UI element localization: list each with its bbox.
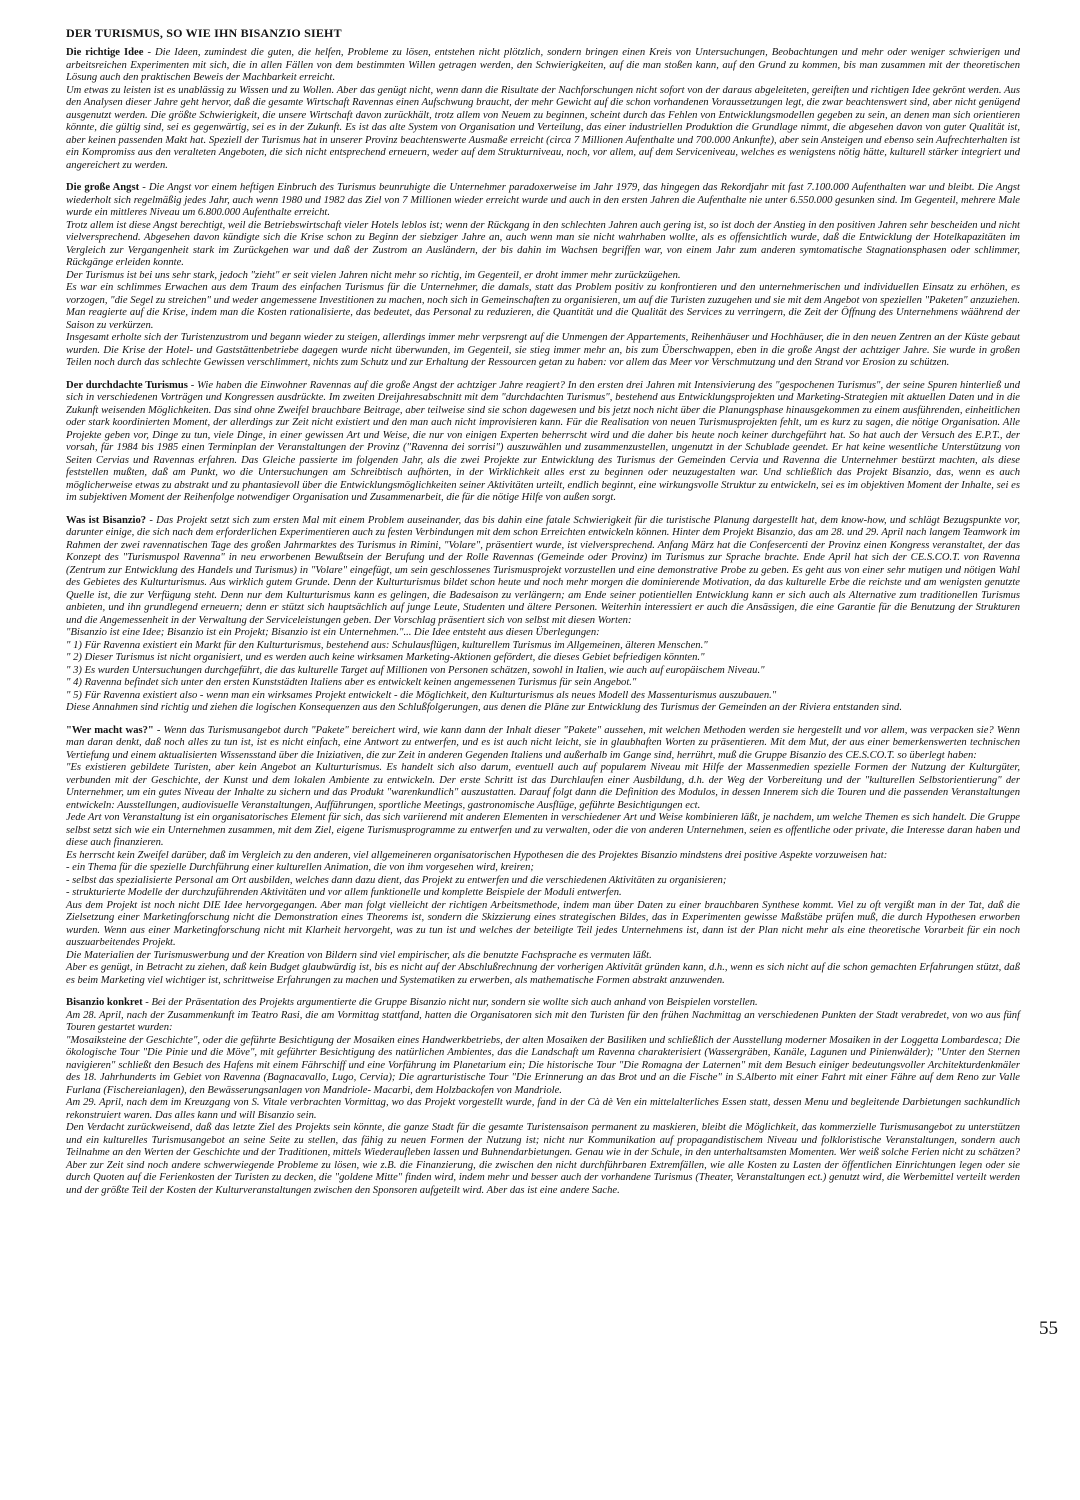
section-paragraph: "Bisanzio ist eine Idee; Bisanzio ist ein Projekt; Bisanzio ist ein Unternehmen."... Die Idee entsteht aus diesen Überlegungen:	[66, 627, 600, 638]
section-paragraph	[66, 380, 1020, 505]
section-paragraph	[66, 515, 1020, 628]
page-number: 55	[1039, 1318, 1058, 1339]
section-wer-macht-was	[66, 725, 1020, 988]
bullet-point: - ein Thema für die spezielle Durchführung einer kulturellen Animation, die von ihm vorgesehen wird, kreiren;	[66, 862, 534, 873]
article-title: DER TURISMUS, SO WIE IHN BISANZIO SIEHT	[66, 26, 342, 40]
numbered-point: " 2) Dieser Turismus ist nicht organisiert, und es werden auch keine wirksamen Marketing-Aktionen gefördert, die dieses Gebiet befriedigen könnten."	[66, 652, 705, 663]
section-paragraph: Trotz allem ist diese Angst berechtigt, weil die Betriebswirtschaft vieler Hotels leblos ist; wenn der Rückgang in den schlechten Jahren auch gering ist, so ist doch der Anstieg in den positiven Jahren sehr bescheiden und nicht vielversprechend. Abgesehen davon kündigte sich die Krise schon zu Beginn der siebziger Jahre an, auch wenn man sie nicht wahrhaben wollte, als es offensichtlich wurde, daß die Entwicklung der Hotelkapazitäten im Vergleich zur Vergangenheit stark im Zurückgehen war und daß der Zustrom an Ausländern, der bis dahin im Wachsen begriffen war, von einem Jahr zum anderen symtomatische Stagnationsphasen oder schlimmer, Rückgänge erleiden konnte.	[66, 219, 1020, 268]
section-paragraph: Es war ein schlimmes Erwachen aus dem Traum des einfachen Turismus für die Unternehmer, die damals, statt das Problem positiv zu konfrontieren und den unternehmerischen und individuellen Einsatz zu erhöhen, es vorzogen, "die Segel zu streichen" und weder angemessene Investitionen zu machen, noch sich in Gemeinschaften zu organisieren, um auf die Turisten zuzugehen und sie mit dem Angebot von speziellen "Paketen" anzuziehen. Man reagierte auf die Krise, indem man die Kosten rationalisierte, das bedeutet, das Personal zu reduzieren, die Quantität und die Qualität des Services zu verringern, die Zeit der Öffnung des Unternehmens wäährend der Saison zu verkürzen.	[66, 282, 1020, 331]
paragraph-text: - Die Ideen, zumindest die guten, die helfen, Probleme zu lösen, entstehen nicht plötzlich, sondern bringen einen Kreis von Untersuchungen, Beobachtungen und mehr oder weniger schwierigen und arbeitsreichen Experimenten mit sich, die in allen Fällen von dem bestimmten Willen getragen werden, den Schwierigkeiten, auf die man stoßen kann, auf den Grund zu kommen, bis man zusammen mit der theoretischen Lösung auch den praktischen Beweis der Machbarkeit erreicht.	[66, 47, 1020, 83]
numbered-point: " 3) Es wurden Untersuchungen durchgeführt, die das kulturelle Target auf Millionen von Personen schätzen, sowohl in Italien, wie auch auf europäischem Niveau."	[66, 664, 765, 676]
paragraph-text: - Die Angst vor einem heftigen Einbruch des Turismus beunruhigte die Unternehmer paradoxerweise im Jahr 1979, das hingegen das Rekordjahr mit fast 7.100.000 Aufenthalten war und bleibt. Die Angst wiederholt sich regelmäßig jedes Jahr, auch wenn 1980 und 1982 das Ziel von 7 Millionen wieder erreicht wurde und auch in den ersten Jahren die Aufenthalte nie unter 6.550.000 gesunken sind. Im Gegenteil, mehrere Male wurde ein mittleres Niveau um 6.800.000 Aufenthalte erreicht.	[66, 182, 1020, 218]
section-paragraph: "Mosaiksteine der Geschichte", oder die geführte Besichtigung der Mosaiken eines Handwerkbetriebs, der alten Mosaiken der Basiliken und schließlich der Ausstellung moderner Mosaiken in der Loggetta Lombardesca; Die ökologische Tour "Die Pinie und die Möve", mit geführter Besichtigung des natürlichen Ambientes, das die Landschaft um Ravenna charakterisiert (Wassergräben, Kanäle, Lagunen und Pinienwälder); "Unter den Sternen navigieren" schließt den Besuch des Hafens mit einem Fährschiff und eine Vorführung im Planetarium ein; Die historische Tour "Die Romagna der Laternen" mit dem Besuch einiger bedeutungsvoller Architekturdenkmäler des 18. Jahrhunderts im Gebiet von Ravenna (Bagnacavallo, Lugo, Cervia); Die agrarturistische Tour "Die Erinnerung an das Brot und an die Fische" in S.Alberto mit einer Fahrt mit einer Fähre auf dem Reno zur Valle Furlana (Fischereianlagen), den Bewässerungsanlagen von Mandriole- Macarbi, dem Holzbackofen von Mandriole.	[66, 1034, 1020, 1096]
section-paragraph: Am 29. April, nach dem im Kreuzgang von S. Vitale verbrachten Vormittag, wo das Projekt vorgestellt wurde, fand in der Cà dè Ven ein mittelalterliches Essen statt, dessen Menu und begleitende Darbietungen sachkundlich rekonstruiert waren. Das alles kann und will Bisanzio sein.	[66, 1097, 1020, 1121]
section-heading: Die große Angst	[66, 182, 140, 193]
section-die-grosse-angst	[66, 182, 1020, 370]
section-heading: Bisanzio konkret	[66, 997, 143, 1008]
numbered-point: " 1) Für Ravenna existiert ein Markt für den Kulturturismus, bestehend aus: Schulausflügen, kulturellem Turismus im Allgemeinen, älteren Menschen."	[66, 639, 708, 651]
section-paragraph: Der Turismus ist bei uns sehr stark, jedoch "zieht" er seit vielen Jahren nicht mehr so richtig, im Gegenteil, er droht immer mehr zurückzügehen.	[66, 269, 681, 281]
section-paragraph: Den Verdacht zurückweisend, daß das letzte Ziel des Projekts sein könnte, die ganze Stadt für die gesamte Turistensaison permanent zu maskieren, bleibt die Möglichkeit, das kommerzielle Turismusangebot zu unterstützen und ein kulturelles Turismusangebot an seine Seite zu stellen, das fähig zu neuen Formen der Nutzung ist; nicht nur Kommunikation auf propagandistischem Niveau und folkloristische Veranstaltungen, sondern auch Teilnahme an den Werten der Geschichte und der Traditionen, mittels Wiederaufleben lassen und Buhnendarbietungen. Genau wie in der Schule, in den unterhaltsamsten Momenten. Wer weiß solche Ferien nicht zu schätzen? Aber zur Zeit sind noch andere schwerwiegende Probleme zu lösen, wie z.B. die Finanzierung, die zwischen den nicht durchführbaren Extremfällen, wie alle Kosten zu Lasten der öffentlichen Einrichtungen legen oder sie durch Quoten auf die Ferienkosten der Turisten zu decken, die "goldene Mitte" finden wird, indem mehr und besser auch der vorhandene Turismus (Theater, Veranstaltungen ect.) genutzt wird, die Werbemittel verteilt werden und der größte Teil der Kosten der Kulturveranstaltungen zwischen den Sponsoren aufgeteilt wird. Aber das ist eine andere Sache.	[66, 1122, 1020, 1196]
section-paragraph	[66, 47, 1020, 85]
numbered-point: " 5) Für Ravenna existiert also - wenn man ein wirksames Projekt entwickelt - die Möglichkeit, den Kulturturismus als neues Modell des Massenturismus auszubauen."	[66, 689, 777, 701]
section-paragraph	[66, 182, 1020, 220]
section-paragraph: Insgesamt erholte sich der Turistenzustrom und begann wieder zu steigen, allerdings immer mehr verpsrengt auf die Unmengen der Appartements, Reihenhäuser und Hochhäuser, die in den neuen Zentren an der Küste gebaut wurden. Die Krise der Hotel- und Gaststättenbetriebe dagegen wurde nicht überwunden, im Gegenteil, sie stieg immer mehr an, bis zum Überschwappen, eben in die große Angst der achtziger Jahre. Sie wurde in großen Teilen noch durch das schlechte Gewissen verschlimmert, nichts zum Schutz und zur Erhaltung der Ressourcen getan zu haben: vor allem das Meer vor Verschmutzung und den Strand vor Erosion zu schützen.	[66, 332, 1020, 368]
section-bisanzio-konkret	[66, 997, 1020, 1197]
section-paragraph: Aus dem Projekt ist noch nicht DIE Idee hervorgegangen. Aber man folgt vielleicht der richtigen Arbeitsmethode, indem man über Daten zu einer brauchbaren Synthese kommt. Viel zu oft vergißt man in der Tat, daß die Zielsetzung einer Marketingforschung nicht die Demonstration eines Theorems ist, sondern die Skizzierung eines strategischen Bildes, das in Experimenten gewisse Maßstäbe prüfen muß, die durch Hypothesen erworben wurden. Wenn aus einer Marketingforschung nicht mit Klarheit hervorgeht, was zu tun ist und welches der beteiligte Teil jedes Unternehmens ist, dann ist der Plan nicht mehr als eine theoretische Vorarbeit für ein noch auszuarbeitendes Projekt.	[66, 899, 1020, 948]
section-der-durchdachte-turismus	[66, 380, 1020, 505]
section-paragraph: Diese Annahmen sind richtig und ziehen die logischen Konsequenzen aus den Schlußfolgerungen, aus denen die Pläne zur Entwicklung des Turismus der Gemeinden an der Riviera entstanden sind.	[66, 702, 903, 713]
bullet-point: - strukturierte Modelle der durchzuführenden Aktivitäten und vor allem funktionelle und komplette Beispiele der Moduli entwerfen.	[66, 887, 622, 898]
paragraph-text: - Bei der Präsentation des Projekts argumentierte die Gruppe Bisanzio nicht nur, sondern sie wollte sich auch anhand von Beispielen vorstellen.	[145, 997, 758, 1008]
numbered-point: " 4) Ravenna befindet sich unter den ersten Kunststädten Italiens aber es entwickelt keinen angemessenen Turismus für sein Angebot."	[66, 677, 637, 688]
section-heading: "Wer macht was?"	[66, 724, 154, 736]
section-die-richtige-idee	[66, 47, 1020, 172]
section-paragraph: Am 28. April, nach der Zusammenkunft im Teatro Rasi, die am Vormittag stattfand, hatten die Organisatoren sich mit den Turisten für den frühen Nachmittag an verschiedenen Punkten der Stadt verabredet, von wo aus fünf Touren gestartet wurden:	[66, 1009, 1020, 1033]
paragraph-text: - Das Projekt setzt sich zum ersten Mal mit einem Problem auseinander, das bis dahin eine fatale Schwierigkeit für die turistische Planung dargestellt hat, dem know-how, und schlägt Bezugspunkte vor, darunter einige, die sich nach dem erforderlichen Experimentieren auch zu festen Verbindungen mit dem schon Erreichten entwickeln können. Hinter dem Projekt Bisanzio, das am 28. und 29. April nach langem Teamwork im Rahmen der zwei ravennatischen Tage des großen Jahrmarktes des Turismus in Rimini, "Volare", präsentiert wurde, ist vielversprechend. Anfang März hat die Confesercenti der Provinz einen Kongress veranstaltet, der das Konzept des "Turismuspol Ravenna" in neu erworbenen Bewußtsein der Berufung und der Rolle Ravennas (Gemeinde oder Provinz) im Turismus zur Sprache brachte. Ende April hat sich der CE.S.CO.T. von Ravenna (Zentrum zur Entwicklung des Handels und Turismus) in "Volare" eingefügt, um sein geschlossenes Turismusprojekt vorzustellen und eine demonstrative Probe zu geben. Es geht aus von einer sehr mutigen und nötigen Wahl des Gebietes des Kulturturismus. Aus wirklich gutem Grunde. Denn der Kulturturismus bildet schon heute und noch mehr morgen die dominierende Motivation, da das kulturelle Erbe die reichste und am wenigsten genutzte Quelle ist, die zur Verfügung steht. Denn nur dem Kulturturismus kann es gelingen, die Badesaison zu verlängern; am Ende seiner potientiellen Entwicklung kann er sich auch als Alternative zum traditionellen Turismus anbieten, und ihn grundlegend erneuern; denn er stützt sich hauptsächlich auf junge Leute, Studenten und ältere Personen. Weiterhin interessiert er auch die Ansässigen, die eine Garantie für die Benutzung der Strukturen und die Angemessenheit in der Verwaltung der Serviceleistungen geben. Der Vorschlag präsentiert sich von selbst mit diesen Worten:	[66, 514, 1020, 626]
paragraph-text: - Wie haben die Einwohner Ravennas auf die große Angst der achtziger Jahre reagiert? In den ersten drei Jahren mit Intensivierung des "gespochenen Turismus", der seine Spuren hinterließ und sich in verschiedenen Vorträgen und Kongressen ausdrückte. Im zweiten Dreijahresabschnitt mit dem "durchdachten Turismus", bestehend aus Entwicklungsprojekten und Marketing-Strategien mit aktuellen Daten und in die Zukunft weisenden Möglichkeiten. Das sind ohne Zweifel brauchbare Beitrage, aber teilweise sind sie schon dagewesen und bis jetzt noch nicht über die Planungsphase hinausgekommen zu einem ausführenden, einheitlichen oder stark koordinierten Moment, der allerdings zur Zeit nicht existiert und den man auch nicht improvisieren kann. Für die Realisation von neuen Turismusprojekten fehlt, um es kurz zu sagen, die nötige Organisation. Alle Projekte geben vor, Dinge zu tun, viele Dinge, in einer gewissen Art und Weise, die nur von einigen Experten beherrscht wird und die daher bis heute noch keiner durchgeführt hat. So hat auch der Versuch des E.P.T., der vorsah, für 1984 bis 1985 einen Terminplan der Veranstaltungen der Provinz ("Ravenna dei sorrisi") auszuwählen und zusammenzustellen, ungenutzt in der Schublade geendet. Er hat keine wesentliche Unterstützung von Seiten Cervias und Ravennas erfahren. Das Gleiche passierte im folgenden Jahr, als die zwei Projekte zur Entwicklung des Turismus der Gemeinden Cervia und Ravenna die Unternehmer bestürzt machten, als diese feststellen mußten, daß am Punkt, wo die Untersuchungen am Schreibtisch aufhörten, in der Wirklichkeit alles erst zu beginnen oder neuzugestalten war. Und schließlich das Projekt Bisanzio, das, wenn es auch möglicherweise etwas zu abstrakt und zu phantasievoll über die Entwicklungsmöglichkeiten seiner Aktivitäten urteilt, endlich beginnt, eine wirkungsvolle Struktur zu entwickeln, sei es im objektiven Moment der Inhalte, sei es im subjektiven Moment der Reihenfolge notwendiger Organisation und Zusammenarbeit, die für die nötige Hilfe von außen sorgt.	[66, 379, 1020, 503]
section-heading: Die richtige Idee	[66, 47, 144, 58]
section-paragraph: Aber es genügt, in Betracht zu ziehen, daß kein Budget glaubwürdig ist, bis es nicht auf der Abschlußrechnung der vorherigen Aktivität gründen kann, d.h., wenn es sich nicht auf die schon gemachten Erfahrungen stützt, daß es beim Marketing viel wichtiger ist, schrittweise Erfahrungen zu machen und Systematiken zu erwerben, als mathematische Formen abstrakt anzuwenden.	[66, 962, 1020, 986]
bullet-point: - selbst das spezialisierte Personal am Ort ausbilden, welches dann dazu dient, das Projekt zu entwerfen und die verschiedenen Aktivitäten zu organisieren;	[66, 874, 727, 886]
section-paragraph	[66, 725, 1020, 763]
section-paragraph: Um etwas zu leisten ist es unablässig zu Wissen und zu Wollen. Aber das genügt nicht, wenn dann die Risultate der Nachforschungen nicht sofort von der daraus abgeleiteten, gereiften und richtigen Idee gekrönt werden. Aus den Analysen dieser Jahre geht hervor, daß die gesamte Wirtschaft Ravennas einen Aufschwung braucht, der mehr Gewicht auf die schon vorhandenen Voraussetzungen legt, die zwar beachtenswert sind, aber nicht genügend ausgenutzt werden. Die größte Schwierigkeit, die unsere Wirtschaft davon zurückhält, trotz allem von Neuem zu beginnen, scheint durch das Fehlen von Entwicklungsmodellen gegeben zu sein, an denen man sich orientieren könnte, die gültig sind, sei es gegenwärtig, sei es in der Zukunft. Es ist das alte System von Organisation und Verteilung, das einer industriellen Produktion die Grundlage nimmt, die abgesehen davon von guter Qualität ist, aber keinen passenden Makt hat. Speziell der Turismus hat in unserer Provinz beachtenswerte Ausmaße erreicht (circa 7 Millionen Aufenthalte und 700.000 Ankunfte), aber sein Ansteigen und ebenso sein Aufrechterhalten ist ein Kompromiss aus den veralteten Angeboten, die sich nicht entsprechend erneuern, weder auf dem Strukturniveau, noch, vor allem, auf dem Serviceniveau, welches es wenigstens nötig hätte, kulturell stärker integriert und angereichert zu werden.	[66, 84, 1020, 171]
section-paragraph: Die Materialien der Turismuswerbung und der Kreation von Bildern sind viel empirischer, als die benutzte Fachsprache es vermuten läßt.	[66, 949, 652, 961]
section-paragraph: "Es existieren gebildete Turisten, aber kein Angebot an Kulturturismus. Es handelt sich also darum, eventuell auch auf popularem Niveau mit Hilfe der Massenmedien spezielle Formen der Nutzung der Kulturgüter, verbunden mit der Geschichte, der Kunst und dem lokalen Ambiente zu entwickeln. Der erste Schritt ist das Durchlaufen einer Ausbildung, d.h. der Weg der Vorbereitung und der "kulturellen Selbstorientierung" der Unternehmer, um ein gutes Niveau der Inhalte zu sichern und das Produkt "warenkundlich" auszustatten. Darauf folgt dann die Definition des Modulos, in dessen Innerem sich die Touren und die passenden Veranstaltungen entwickeln: Ausstellungen, audiovisuelle Veranstaltungen, Aufführungen, sportliche Meetings, gastronomische Ausflüge, geführte Besichtigungen ect.	[66, 762, 1020, 811]
section-paragraph: Es herrscht kein Zweifel darüber, daß im Vergleich zu den anderen, viel allgemeineren organisatorischen Hypothesen die des Projektes Bisanzio mindstens drei positive Aspekte vorzuweisen hat:	[66, 849, 888, 861]
section-paragraph	[66, 997, 1020, 1010]
paragraph-text: - Wenn das Turismusangebot durch "Pakete" bereichert wird, wie kann dann der Inhalt dieser "Pakete" aussehen, mit welchen Methoden werden sie hergestellt und vor allem, was verpacken sie? Wenn man daran denkt, daß noch alles zu tun ist, ist es nicht einfach, eine Antwort zu entwerfen, und es ist auch nicht leicht, sie in glaubhaften Worten zu präsentieren. Mit dem Mut, der aus einer bemerkenswerten technischen Vertiefung und einem aktualisierten Wissensstand über die Iniziativen, die zur Zeit in anderen Gegenden Italiens und außerhalb im Gange sind, herrührt, muß die Gruppe Bisanzio des CE.S.CO.T. so überlegt haben:	[66, 724, 1020, 761]
section-paragraph: Jede Art von Veranstaltung ist ein organisatorisches Element für sich, das sich variierend mit anderen Elementen in verschiedener Art und Weise kombinieren läßt, je nachdem, um welche Themen es sich handelt. Die Gruppe selbst setzt sich wie ein Unternehmen zusammen, mit dem Ziel, eigene Turismusprogramme zu entwerfen und zu verwalten, oder die von anderen Unternehmen, seien es offentliche oder private, die Interesse daran haben und diese auch finanzieren.	[66, 812, 1020, 848]
section-heading: Der durchdachte Turismus	[66, 379, 188, 391]
section-was-ist-bisanzio	[66, 515, 1020, 715]
section-heading: Was ist Bisanzio?	[66, 514, 147, 526]
